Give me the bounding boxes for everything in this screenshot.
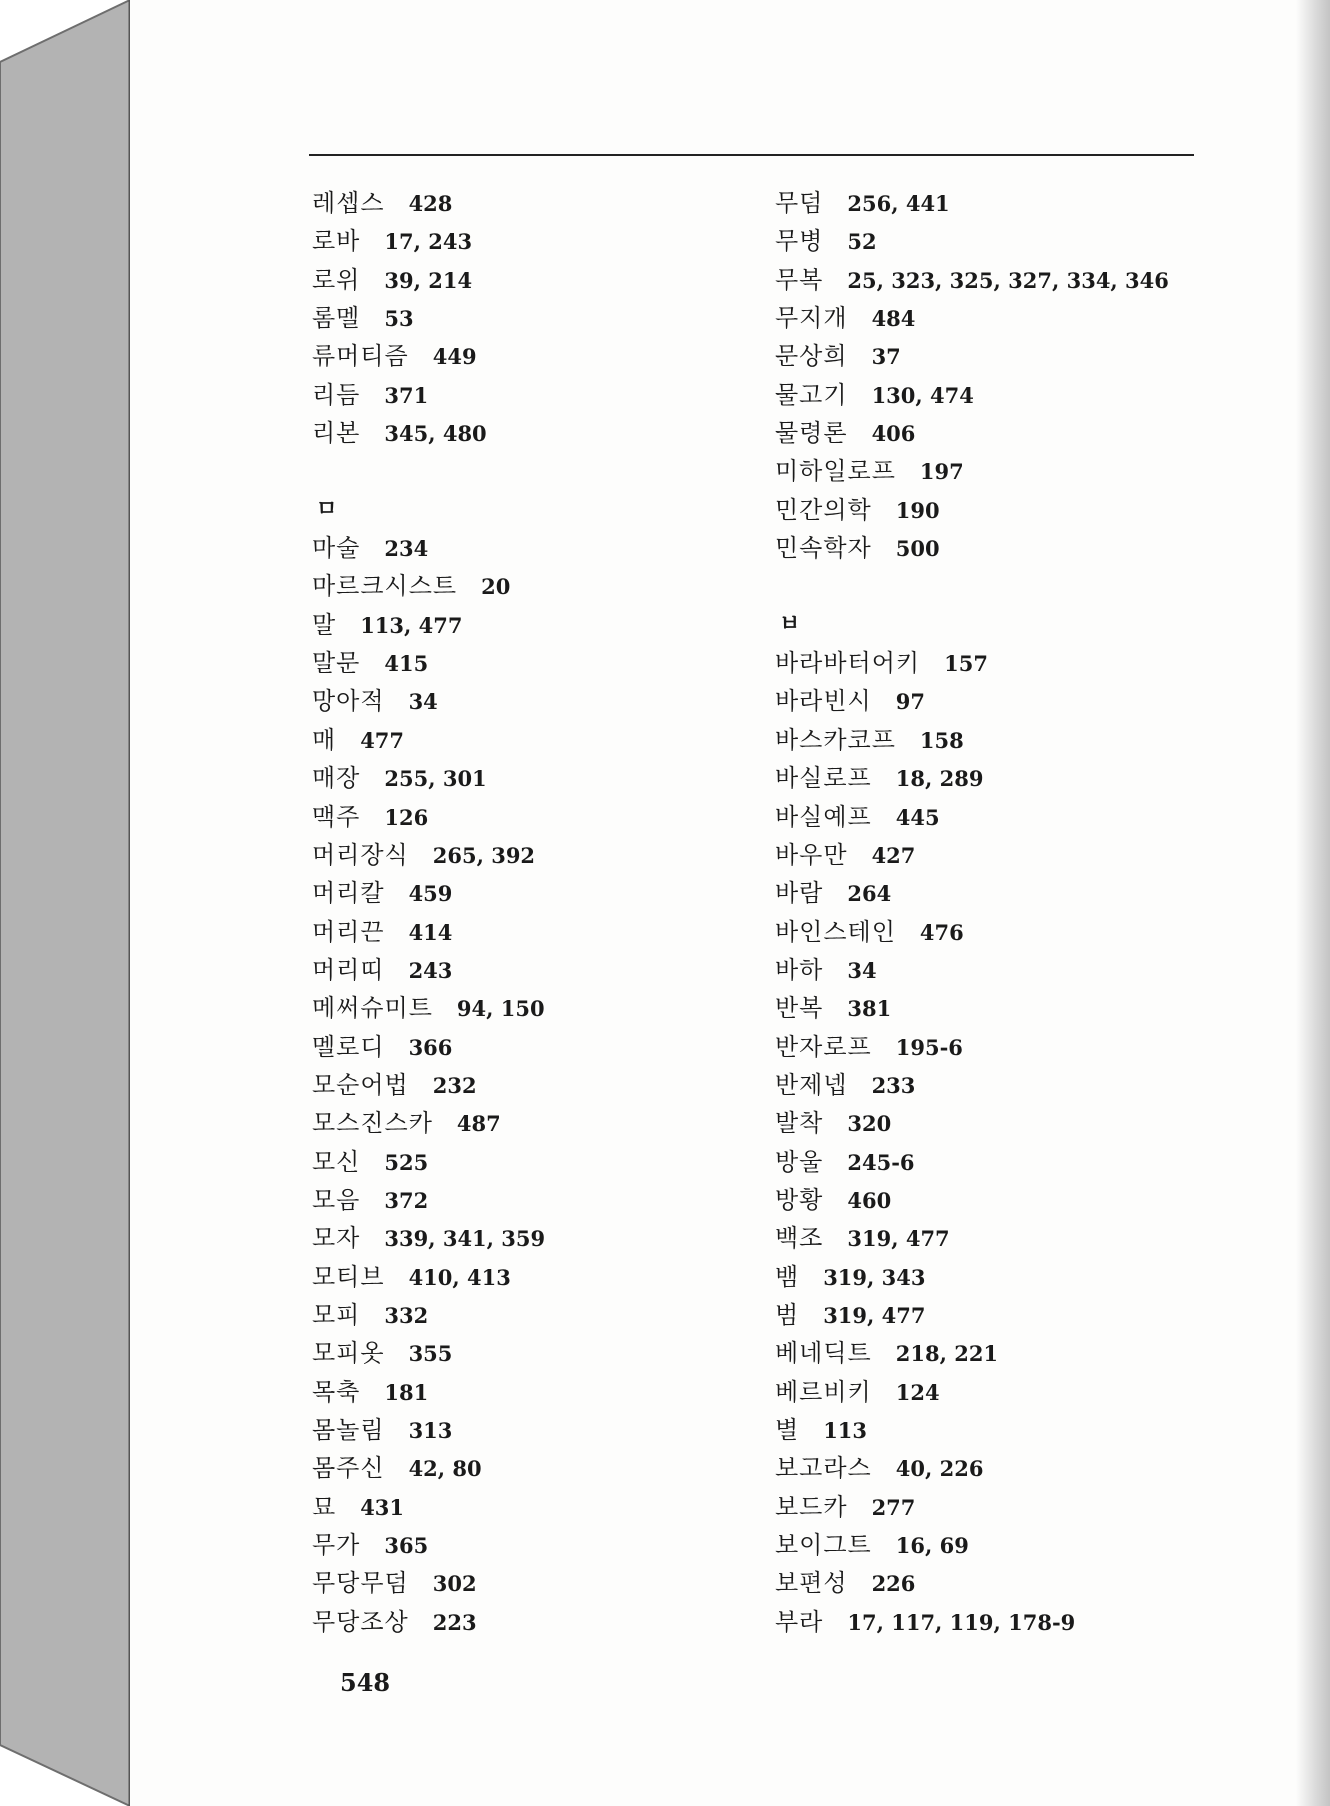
index-entry xyxy=(312,836,782,874)
index-term: 무당무덤 xyxy=(312,1569,409,1598)
index-entry xyxy=(312,951,782,989)
index-term: 바실로프 xyxy=(775,764,872,793)
index-term: 류머티즘 xyxy=(312,342,409,371)
index-term: 바라바터어키 xyxy=(775,649,921,678)
index-page-refs: 190 xyxy=(895,497,940,523)
index-term: 머리칼 xyxy=(312,879,385,908)
index-term: 바람 xyxy=(775,879,824,908)
index-term: 반제넵 xyxy=(775,1070,848,1099)
index-entry xyxy=(312,299,782,337)
index-entry xyxy=(775,1296,1245,1334)
index-page-refs: 113, 477 xyxy=(360,612,463,638)
index-entry xyxy=(775,1104,1245,1142)
index-entry xyxy=(775,1526,1245,1564)
index-term: 반자로프 xyxy=(775,1032,872,1061)
index-term: 민간의학 xyxy=(775,495,872,524)
index-term: 모피옷 xyxy=(312,1339,385,1368)
index-page-refs: 53 xyxy=(384,306,414,332)
index-page-refs: 42, 80 xyxy=(408,1456,482,1482)
index-entry xyxy=(775,1564,1245,1602)
index-entry xyxy=(775,1181,1245,1219)
index-page-refs: 477 xyxy=(360,727,405,753)
index-page-refs: 484 xyxy=(871,306,916,332)
index-entry xyxy=(775,798,1245,836)
index-entry xyxy=(775,836,1245,874)
index-term: 머리끈 xyxy=(312,917,385,946)
index-page-refs: 487 xyxy=(456,1111,501,1137)
index-page-refs: 302 xyxy=(432,1571,477,1597)
index-term: 머리띠 xyxy=(312,955,385,984)
index-entry xyxy=(312,1028,782,1066)
index-entry xyxy=(312,1526,782,1564)
header-rule xyxy=(309,154,1194,156)
index-page-refs: 445 xyxy=(895,804,940,830)
index-term: 모피 xyxy=(312,1300,361,1329)
page-edge-shadow xyxy=(1296,0,1330,1806)
index-entry xyxy=(775,913,1245,951)
index-page-refs: 17, 117, 119, 178-9 xyxy=(847,1609,1076,1635)
index-term: 무복 xyxy=(775,265,824,294)
index-entry xyxy=(312,913,782,951)
index-term: 마술 xyxy=(312,534,361,563)
index-page-refs: 265, 392 xyxy=(432,842,536,868)
index-entry xyxy=(312,376,782,414)
index-entry xyxy=(312,529,782,567)
index-entry xyxy=(775,874,1245,912)
index-entry xyxy=(775,184,1245,222)
index-term: 말문 xyxy=(312,649,361,678)
index-page-refs: 365 xyxy=(384,1533,429,1559)
index-page-refs: 18, 289 xyxy=(895,766,984,792)
index-entry xyxy=(312,874,782,912)
index-page-refs: 39, 214 xyxy=(384,267,473,293)
index-page-refs: 428 xyxy=(408,191,453,216)
index-term: 바스카코프 xyxy=(775,725,896,754)
index-page-refs: 345, 480 xyxy=(384,421,487,447)
index-term: 롬멜 xyxy=(312,304,361,333)
index-page-refs: 431 xyxy=(360,1494,405,1520)
index-entry xyxy=(312,989,782,1027)
index-page-refs: 234 xyxy=(384,536,429,562)
index-page-refs: 157 xyxy=(944,651,988,677)
index-entry xyxy=(312,1373,782,1411)
index-entry xyxy=(775,682,1245,720)
index-term: 백조 xyxy=(775,1224,824,1253)
index-entry xyxy=(312,606,782,644)
index-page-refs: 34 xyxy=(408,689,438,715)
index-term: 말 xyxy=(312,610,337,639)
index-entry xyxy=(775,261,1245,299)
index-page-refs: 52 xyxy=(847,229,877,255)
index-entry xyxy=(312,184,782,222)
index-term: 방울 xyxy=(775,1147,824,1176)
index-entry xyxy=(312,1564,782,1602)
index-page-refs: 25, 323, 325, 327, 334, 346 xyxy=(847,267,1169,293)
index-page-refs: 256, 441 xyxy=(847,191,950,216)
index-entry xyxy=(775,452,1245,490)
index-page-refs: 97 xyxy=(895,689,925,715)
index-entry xyxy=(775,1258,1245,1296)
index-page-refs: 427 xyxy=(871,842,916,868)
index-page-refs: 37 xyxy=(871,344,901,370)
index-page-refs: 197 xyxy=(919,459,964,485)
index-entry xyxy=(312,1603,782,1641)
index-page-refs: 525 xyxy=(384,1149,429,1175)
index-page-refs: 313 xyxy=(408,1418,453,1443)
index-term: 바실예프 xyxy=(775,802,872,831)
index-page-refs: 339, 341, 359 xyxy=(384,1226,546,1252)
index-entry xyxy=(775,1066,1245,1104)
index-entry xyxy=(312,261,782,299)
index-term: 맥주 xyxy=(312,802,361,831)
index-term: 묘 xyxy=(312,1492,337,1521)
index-term: 베르비키 xyxy=(775,1377,872,1406)
index-entry xyxy=(312,1066,782,1104)
index-entry xyxy=(775,1449,1245,1487)
index-entry xyxy=(312,1143,782,1181)
index-page-refs: 16, 69 xyxy=(895,1533,969,1559)
index-term: 멜로디 xyxy=(312,1032,385,1061)
index-term: 미하일로프 xyxy=(775,457,896,486)
index-page-refs: 414 xyxy=(408,919,453,945)
index-page-refs: 459 xyxy=(408,881,453,907)
index-page-refs: 124 xyxy=(895,1379,940,1405)
index-page-refs: 355 xyxy=(408,1341,453,1367)
index-page-refs: 366 xyxy=(408,1034,453,1060)
index-term: 물령론 xyxy=(775,419,848,448)
index-term: 방황 xyxy=(775,1185,824,1214)
index-page-refs: 476 xyxy=(919,919,964,945)
index-entry xyxy=(775,222,1245,260)
index-term: 베네딕트 xyxy=(775,1339,872,1368)
index-page-refs: 94, 150 xyxy=(456,996,545,1022)
index-term: 바인스테인 xyxy=(775,917,896,946)
index-page-refs: 319, 477 xyxy=(823,1302,926,1328)
section-spacer xyxy=(312,452,782,490)
index-term: 발착 xyxy=(775,1109,824,1138)
index-page-refs: 233 xyxy=(871,1072,916,1098)
section-letter: ㅁ xyxy=(316,496,338,522)
index-page-refs: 232 xyxy=(432,1072,477,1098)
index-page-refs: 277 xyxy=(871,1494,916,1520)
index-page-refs: 264 xyxy=(847,881,892,907)
index-term: 레셉스 xyxy=(312,189,385,217)
index-entry xyxy=(312,1258,782,1296)
index-term: 매 xyxy=(312,725,337,754)
index-term: 물고기 xyxy=(775,380,848,409)
index-page-refs: 158 xyxy=(919,727,964,753)
index-entry xyxy=(775,299,1245,337)
index-term: 보드카 xyxy=(775,1492,848,1521)
index-entry xyxy=(775,1373,1245,1411)
index-entry xyxy=(775,951,1245,989)
index-term: 무가 xyxy=(312,1531,361,1560)
index-page-refs: 20 xyxy=(481,574,511,600)
index-entry xyxy=(312,759,782,797)
index-term: 모신 xyxy=(312,1147,361,1176)
index-term: 목축 xyxy=(312,1377,361,1406)
index-page-refs: 332 xyxy=(384,1302,429,1328)
index-term: 보고라스 xyxy=(775,1454,872,1483)
index-page-refs: 245-6 xyxy=(847,1149,915,1175)
index-entry xyxy=(312,682,782,720)
index-page-refs: 500 xyxy=(895,536,940,562)
index-page-refs: 319, 477 xyxy=(847,1226,950,1252)
index-term: 범 xyxy=(775,1300,800,1329)
index-entry xyxy=(775,989,1245,1027)
index-column-right xyxy=(775,184,1245,1641)
section-spacer xyxy=(775,567,1245,605)
index-term: 모음 xyxy=(312,1185,361,1214)
index-entry xyxy=(312,1449,782,1487)
index-entry xyxy=(775,376,1245,414)
index-page-refs: 181 xyxy=(384,1379,429,1405)
index-entry xyxy=(312,1219,782,1257)
index-entry xyxy=(312,222,782,260)
index-entry xyxy=(312,1488,782,1526)
index-page-refs: 406 xyxy=(871,421,916,447)
index-entry xyxy=(775,1488,1245,1526)
index-page-refs: 218, 221 xyxy=(895,1341,999,1367)
index-entry xyxy=(775,491,1245,529)
index-term: 모순어법 xyxy=(312,1070,409,1099)
index-entry xyxy=(312,414,782,452)
index-entry xyxy=(312,798,782,836)
index-entry xyxy=(775,1219,1245,1257)
index-page-refs: 40, 226 xyxy=(895,1456,984,1482)
index-term: 보편성 xyxy=(775,1569,848,1598)
index-page-refs: 381 xyxy=(847,996,892,1022)
index-page-refs: 371 xyxy=(384,382,429,408)
index-term: 바라빈시 xyxy=(775,687,872,716)
index-page-refs: 460 xyxy=(847,1187,892,1213)
index-term: 보이그트 xyxy=(775,1531,872,1560)
index-term: 민속학자 xyxy=(775,534,872,563)
index-term: 무병 xyxy=(775,227,824,256)
index-page-refs: 226 xyxy=(871,1571,916,1597)
index-term: 무당조상 xyxy=(312,1607,409,1636)
index-entry xyxy=(775,414,1245,452)
index-entry xyxy=(775,1334,1245,1372)
index-page-refs: 17, 243 xyxy=(384,229,473,255)
index-term: 메써슈미트 xyxy=(312,994,433,1023)
index-term: 바하 xyxy=(775,955,824,984)
index-entry xyxy=(312,1334,782,1372)
index-entry xyxy=(312,1411,782,1449)
index-term: 리듬 xyxy=(312,380,361,409)
index-entry xyxy=(775,529,1245,567)
page-number: 548 xyxy=(340,1668,391,1697)
index-term: 로바 xyxy=(312,227,361,256)
index-entry xyxy=(775,1603,1245,1641)
index-page-refs: 113 xyxy=(823,1418,868,1443)
index-term: 부라 xyxy=(775,1607,824,1636)
index-entry xyxy=(775,1411,1245,1449)
index-entry xyxy=(312,721,782,759)
index-page-refs: 126 xyxy=(384,804,429,830)
index-term: 반복 xyxy=(775,994,824,1023)
index-page-refs: 243 xyxy=(408,957,453,983)
index-column-left xyxy=(312,184,782,1641)
index-page-refs: 195-6 xyxy=(895,1034,963,1060)
index-term: 바우만 xyxy=(775,840,848,869)
index-term: 무지개 xyxy=(775,304,848,333)
index-page-refs: 255, 301 xyxy=(384,766,487,792)
index-entry xyxy=(775,759,1245,797)
index-page-refs: 449 xyxy=(432,344,477,370)
index-term: 문상희 xyxy=(775,342,848,371)
index-entry xyxy=(775,721,1245,759)
index-term: 무덤 xyxy=(775,189,824,217)
index-page-refs: 320 xyxy=(847,1111,892,1137)
index-term: 매장 xyxy=(312,764,361,793)
index-page-refs: 415 xyxy=(384,651,429,677)
index-entry xyxy=(775,644,1245,682)
index-page-refs: 34 xyxy=(847,957,877,983)
index-page-refs: 319, 343 xyxy=(823,1264,926,1290)
section-letter: ㅂ xyxy=(779,611,801,637)
index-entry xyxy=(312,1104,782,1142)
index-term: 머리장식 xyxy=(312,840,409,869)
index-entry xyxy=(312,644,782,682)
index-entry xyxy=(775,1143,1245,1181)
index-entry xyxy=(312,567,782,605)
index-term: 별 xyxy=(775,1416,800,1444)
index-entry xyxy=(312,337,782,375)
index-entry xyxy=(775,337,1245,375)
index-term: 모티브 xyxy=(312,1262,385,1291)
index-page-refs: 130, 474 xyxy=(871,382,974,408)
index-term: 마르크시스트 xyxy=(312,572,458,601)
index-term: 뱀 xyxy=(775,1262,800,1291)
index-entry xyxy=(312,1181,782,1219)
index-term: 로위 xyxy=(312,265,361,294)
index-term: 몸주신 xyxy=(312,1454,385,1483)
index-page-refs: 372 xyxy=(384,1187,429,1213)
index-page-refs: 223 xyxy=(432,1609,477,1635)
index-page-refs: 410, 413 xyxy=(408,1264,511,1290)
index-entry xyxy=(775,1028,1245,1066)
index-term: 몸놀림 xyxy=(312,1416,385,1444)
index-term: 망아적 xyxy=(312,687,385,716)
index-term: 리본 xyxy=(312,419,361,448)
index-term: 모자 xyxy=(312,1224,361,1253)
index-entry xyxy=(312,1296,782,1334)
index-term: 모스진스카 xyxy=(312,1109,433,1138)
